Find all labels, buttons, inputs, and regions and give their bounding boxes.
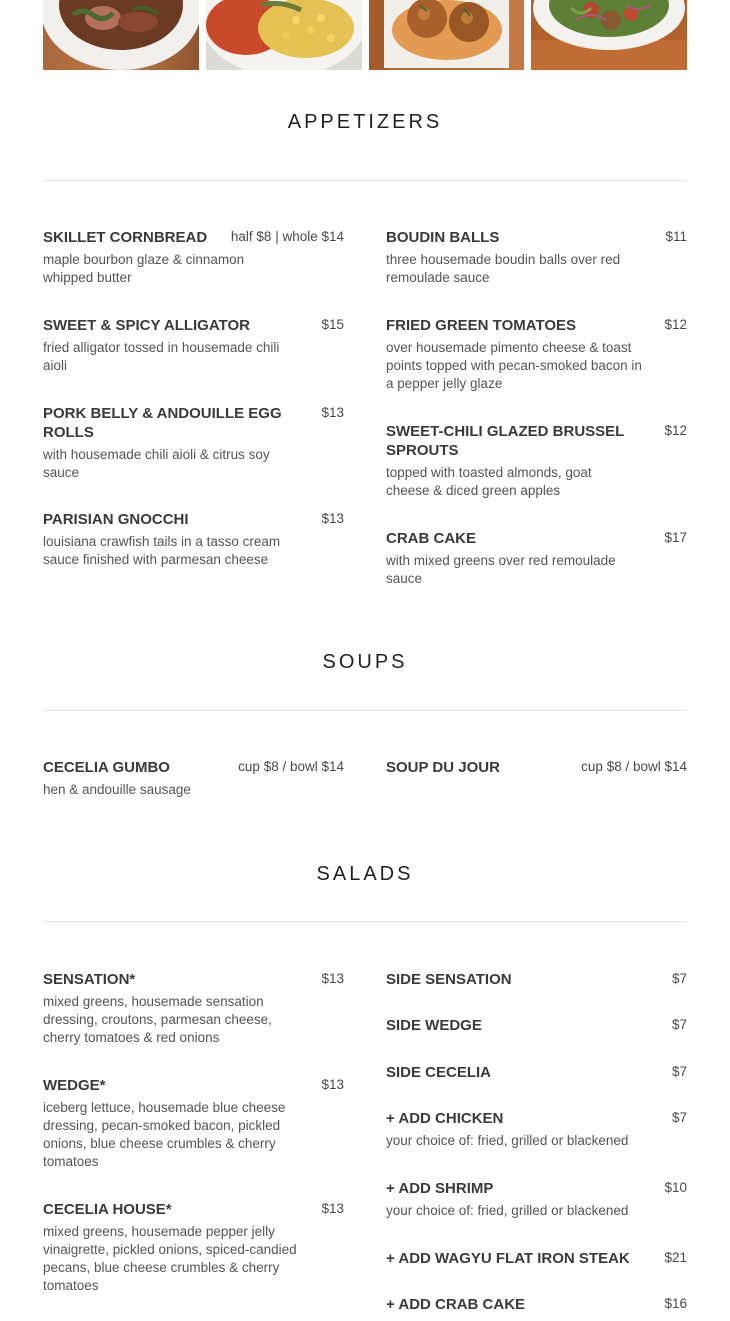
item-name: PARISIAN GNOCCHI [43,511,189,528]
item-price: $15 [321,317,344,332]
item-name: CECELIA GUMBO [43,759,170,776]
item-name: CECELIA HOUSE* [43,1201,172,1218]
item-price: $7 [671,971,687,986]
item-price: $7 [671,1064,687,1079]
menu-item [386,1249,687,1268]
dish-photo-steak [43,0,199,70]
item-name: SIDE WEDGE [386,1017,482,1034]
menu-item [386,529,687,588]
item-name: SOUP DU JOUR [386,759,500,776]
menu-item [386,228,687,287]
item-description: with mixed greens over red remoulade sauce [386,553,616,586]
item-name: CRAB CAKE [386,530,476,547]
item-description: your choice of: fried, grilled or blackened [386,1203,629,1218]
dish-photo-salad [531,0,687,70]
menu-item [43,510,344,569]
item-description: with housemade chili aioli & citrus soy sauce [43,447,270,480]
menu-item [43,316,344,375]
item-name: PORK BELLY & ANDOUILLE EGG ROLLS [43,405,282,441]
salads-divider [43,921,687,922]
item-description: louisiana crawfish tails in a tasso cream sauce finished with parmesan cheese [43,534,281,567]
item-price: cup $8 / bowl $14 [238,759,344,774]
item-name: WEDGE* [43,1077,106,1094]
menu-item [386,316,687,393]
appetizers-divider [43,180,687,181]
item-name: + ADD WAGYU FLAT IRON STEAK [386,1250,630,1267]
item-price: $13 [321,511,344,526]
item-name: SENSATION* [43,971,136,988]
item-name: SKILLET CORNBREAD [43,229,208,246]
menu-item [43,1076,344,1171]
item-name: + ADD SHRIMP [386,1180,494,1197]
item-description: your choice of: fried, grilled or blackened [386,1133,629,1148]
item-name: SWEET & SPICY ALLIGATOR [43,317,250,334]
appetizers-heading: APPETIZERS [287,111,443,133]
item-description: fried alligator tossed in housemade chili aioli [43,340,280,373]
menu-item [386,422,687,500]
menu-item [386,970,687,989]
menu-item [43,228,344,287]
item-description: over housemade pimento cheese & toast points topped with pecan-smoked bacon in a pepper jelly glaze [386,340,642,391]
item-description: mixed greens, housemade sensation dressing, croutons, parmesan cheese, cherry tomatoes & red onions [43,994,272,1045]
item-name: BOUDIN BALLS [386,229,500,246]
item-price: $13 [321,1201,344,1216]
item-price: $12 [664,317,687,332]
menu-item [386,1109,687,1150]
item-name: SWEET-CHILI GLAZED BRUSSEL SPROUTS [386,423,625,459]
item-price: $13 [321,1077,344,1092]
menu-item [386,758,687,777]
item-price: half $8 | whole $14 [230,229,344,244]
menu-item [386,1179,687,1220]
item-price: $7 [671,1017,687,1032]
item-price: $21 [664,1250,687,1265]
dish-photo-corn [206,0,362,70]
item-name: + ADD CRAB CAKE [386,1296,526,1313]
photo-strip [43,0,687,70]
menu-item [386,1016,687,1035]
item-price: cup $8 / bowl $14 [581,759,687,774]
item-description: iceberg lettuce, housemade blue cheese dressing, pecan-smoked bacon, pickled onions, blue cheese crumbles & cherry tomatoes [43,1100,286,1169]
item-description: topped with toasted almonds, goat cheese & diced green apples [386,465,592,498]
menu-item [386,1295,687,1314]
menu-item [386,1063,687,1082]
menu-item [43,1200,344,1295]
item-name: FRIED GREEN TOMATOES [386,317,577,334]
menu-item [43,404,344,482]
item-description: maple bourbon glaze & cinnamon whipped butter [43,252,245,285]
item-price: $13 [321,971,344,986]
item-description: hen & andouille sausage [43,782,191,797]
soups-divider [43,710,687,711]
item-price: $17 [664,530,687,545]
item-description: three housemade boudin balls over red remoulade sauce [386,252,621,285]
dish-photo-fried-balls [369,0,524,70]
salads-heading: SALADS [316,863,414,885]
item-price: $7 [671,1110,687,1125]
item-price: $11 [665,229,687,244]
menu-item [43,970,344,1047]
item-price: $16 [664,1296,687,1311]
item-name: SIDE CECELIA [386,1064,492,1081]
item-name: + ADD CHICKEN [386,1110,504,1127]
item-price: $12 [664,423,687,438]
item-price: $13 [321,405,344,420]
item-description: mixed greens, housemade pepper jelly vinaigrette, pickled onions, spiced-candied pecans, blue cheese crumbles & cherry tomatoes [43,1224,297,1293]
item-price: $10 [664,1180,687,1195]
item-name: SIDE SENSATION [386,971,512,988]
soups-heading: SOUPS [322,651,408,673]
menu-item [43,758,344,799]
